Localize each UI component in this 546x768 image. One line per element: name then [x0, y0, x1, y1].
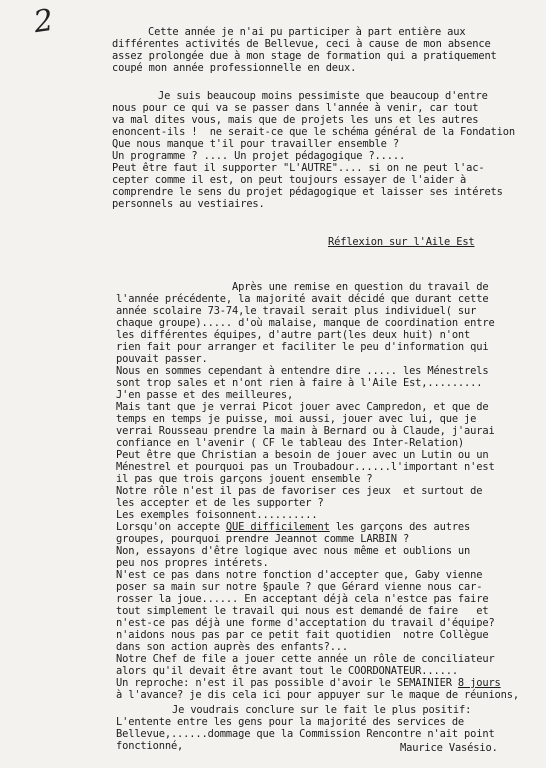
text-line: Je voudrais conclure sur le fait le plus positif: [172, 704, 472, 716]
text-line: J'en passe et des meilleures, [116, 389, 294, 401]
text-line: N'est ce pas dans notre fonction d'accepter que, Gaby vienne [116, 569, 483, 581]
text-line: groupes, pourquoi prendre Jeannot comme LARBIN ? [116, 533, 410, 545]
text-line: verrai Rousseau prendre la main à Bernard ou à Claude, j'aurai [116, 425, 495, 437]
text-line: Peut être faut il supporter "L'AUTRE".... si on ne peut l'ac- [112, 162, 485, 174]
text-line: Ménestrel et pourquoi pas un Troubadour......l'important n'est [116, 461, 495, 473]
text-line: rien fait pour arranger et faciliter le peu d'information qui [116, 341, 489, 353]
text-line: enoncent-ils ! ne serait-ce que le schéma général de la Fondation [112, 126, 515, 138]
text-line: année scolaire 73-74,le travail serait plus individuel( sur [116, 305, 477, 317]
text-line: tout simplement le travail qui nous est demandé de faire et [116, 605, 489, 617]
text-line: poser sa main sur notre §paule ? que Gérard vienne nous car- [116, 581, 483, 593]
text-line: Cette année je n'ai pu participer à part entière aux [148, 26, 466, 38]
text-line: alors qu'il devait être avant tout le COORDONATEUR...... [116, 665, 458, 677]
text-line: chaque groupe)..... d'où malaise, manque de coordination entre [116, 317, 495, 329]
text-line: temps en temps je puisse, moi aussi, jouer avec lui, que je [116, 413, 477, 425]
text-line: Bellevue,......dommage que la Commission Rencontre n'ait point [116, 728, 495, 740]
text-line: comprendre le sens du projet pédagogique et laisser ses intérets [112, 186, 503, 198]
text-line: dans son action auprès des enfants?... [116, 641, 349, 653]
text-line: différentes activités de Bellevue, ceci à cause de mon absence [112, 38, 491, 50]
text-line: Nous en sommes cependant à entendre dire ..... les Ménestrels [116, 365, 489, 377]
text-line: peu nos propres intérets. [116, 557, 269, 569]
text-line: fonctionné, [116, 740, 184, 752]
text-line: coupé mon année professionnelle en deux. [112, 62, 357, 74]
text-line: cepter comme il est, on peut toujours essayer de l'aider à [112, 174, 467, 186]
text-line: Notre rôle n'est il pas de favoriser ces jeux et surtout de [116, 485, 483, 497]
text-line: sont trop sales et n'ont rien à faire à l'Aile Est,......... [116, 377, 483, 389]
text-line: pouvait passer. [116, 353, 208, 365]
text-line: L'entente entre les gens pour la majorité des services de [116, 716, 465, 728]
text-line: assez prolongée due à mon stage de formation qui a pratiquement [112, 50, 497, 62]
text-line: personnels au vestiaires. [112, 198, 265, 210]
signature: Maurice Vasésio. [400, 742, 498, 754]
section-heading: Réflexion sur l'Aile Est [328, 236, 475, 248]
text-line: l'année précédente, la majorité avait décidé que durant cette [116, 293, 489, 305]
underlined-phrase: QUE difficilement [225, 521, 330, 533]
text-line: n'est-ce pas déjà une forme d'acceptation du travail d'équipe? [116, 617, 495, 629]
text-line: Peut être que Christian a besoin de jouer avec un Lutin ou un [116, 449, 489, 461]
text-line: va mal dites vous, mais que de projets les uns et les autres [112, 114, 479, 126]
text-line-with-underline: Un reproche: n'est il pas possible d'avoir le SEMAINIER 8 jours [116, 677, 501, 689]
text-line: confiance en l'avenir ( CF le tableau des Inter-Relation) [116, 437, 465, 449]
text-line: à l'avance? je dis cela ici pour appuyer sur le maque de réunions, [116, 689, 519, 701]
text-line: Après une remise en question du travail de [232, 281, 489, 293]
text-line: nous pour ce qui va se passer dans l'année à venir, car tout [112, 102, 479, 114]
text-line: Les exemples foisonnent.......... [116, 509, 318, 521]
text-line: Je suis beaucoup moins pessimiste que beaucoup d'entre [158, 90, 488, 102]
text-line: Non, essayons d'être logique avec nous même et oublions un [116, 545, 471, 557]
underlined-phrase: 8 jours [457, 677, 501, 689]
text-line: Mais tant que je verrai Picot jouer avec Campredon, et que de [116, 401, 489, 413]
text-line: Un programme ? .... Un projet pédagogique ?..... [112, 150, 406, 162]
text-line-with-underline: Lorsqu'on accepte QUE difficilement les garçons des autres [116, 521, 471, 533]
text-line: il pas que trois garçons jouent ensemble ? [116, 473, 373, 485]
text-line: Notre Chef de file a jouer cette année un rôle de conciliateur [116, 653, 495, 665]
text-line: rosser la joue...... En acceptant déjà cela n'estce pas faire [116, 593, 489, 605]
page-number: 2 [31, 2, 56, 41]
text-line: Que nous manque t'il pour travailler ensemble ? [112, 138, 399, 150]
text-line: les accepter et de les supporter ? [116, 497, 324, 509]
text-line: n'aidons nous pas par ce petit fait quotidien notre Collègue [116, 629, 489, 641]
text-line: les différentes équipes, d'autre part(les deux huit) n'ont [116, 329, 471, 341]
